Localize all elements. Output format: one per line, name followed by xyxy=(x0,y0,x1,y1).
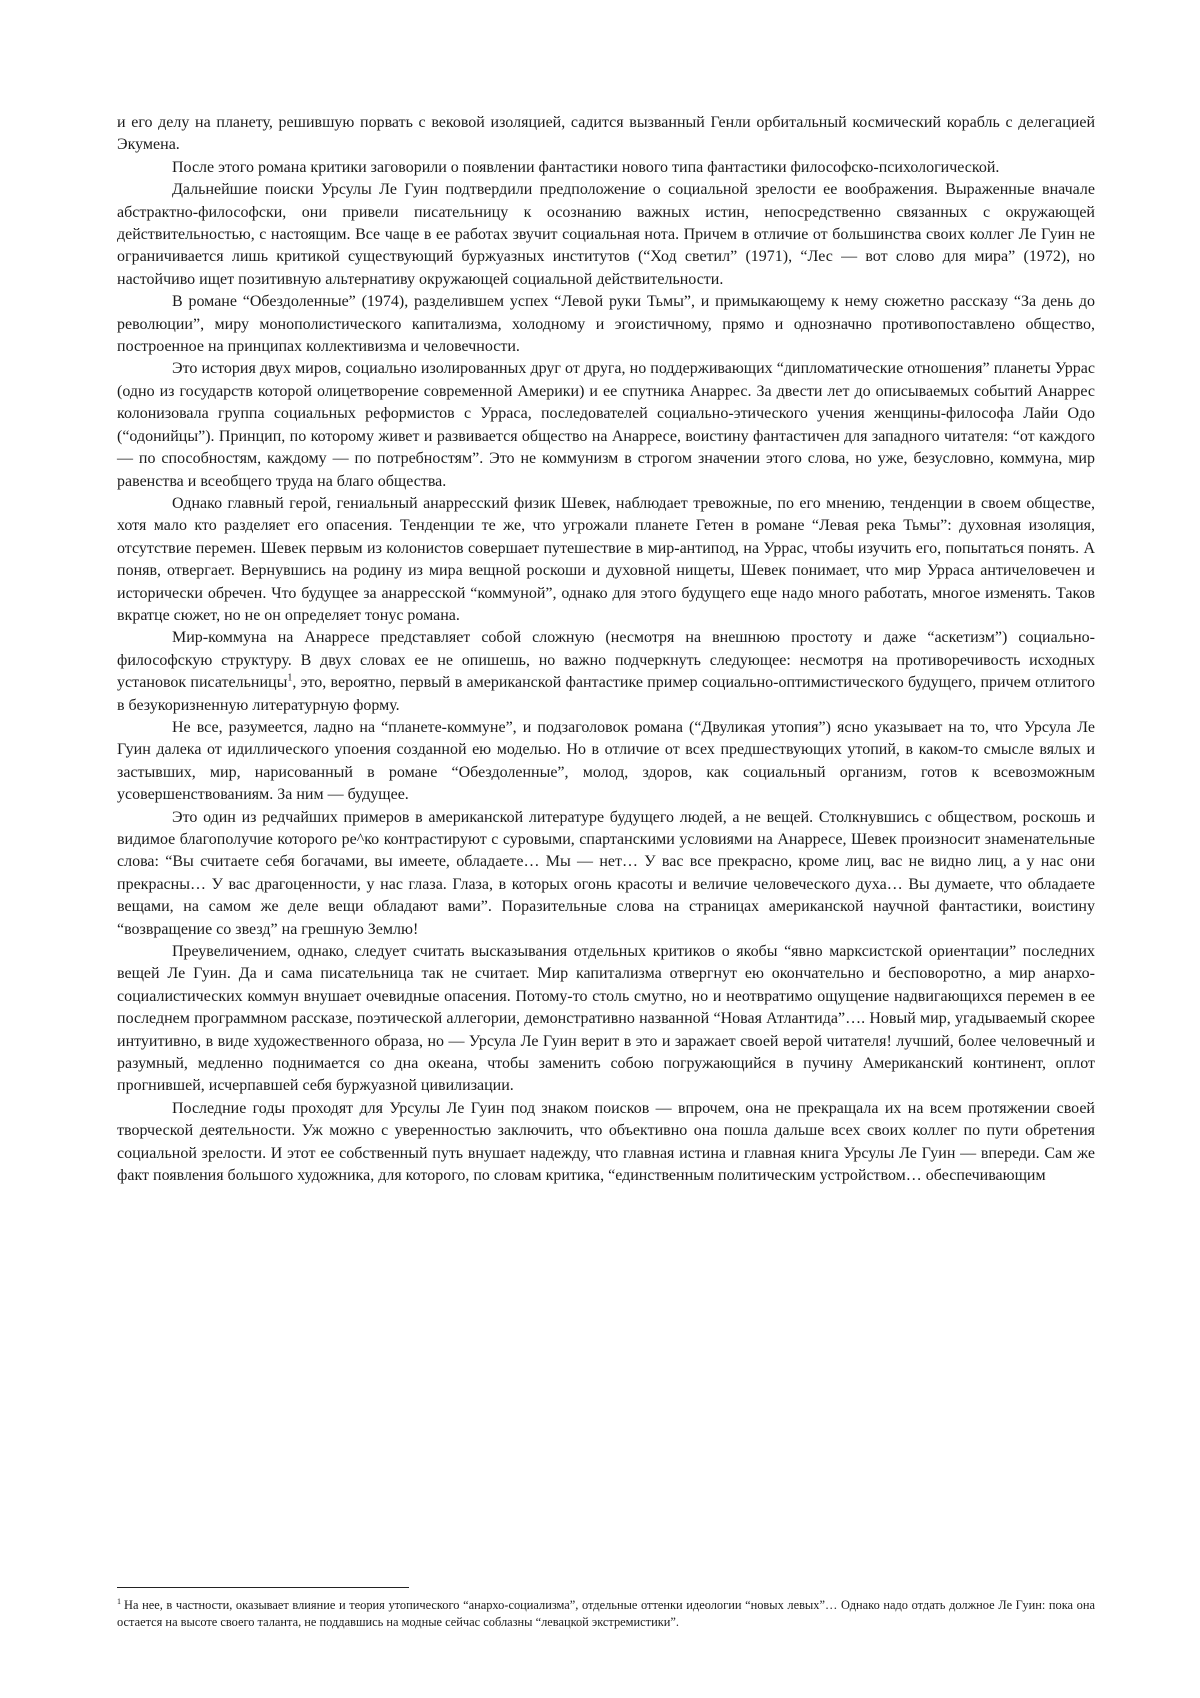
document-body xyxy=(117,112,1095,1188)
footnote-text: На нее, в частности, оказывает влияние и теория утопического “анархо-социализма”, отдельные оттенки идеологии “новых левых”… Однако надо отдать должное Ле Гуин: пока она остается на высоте своего таланта, не поддавшись на модные сейчас соблазны “левацкой экстремистики”. xyxy=(117,1598,1095,1629)
paragraph: Однако главный герой, гениальный анарресский физик Шевек, наблюдает тревожные, по его мнению, тенденции в своем обществе, хотя мало кто разделяет его опасения. Тенденции те же, что угрожали планете Гетен в романе “Левая река Тьмы”: духовная изоляция, отсутствие перемен. Шевек первым из колонистов совершает путешествие в мир-антипод, на Уррас, чтобы изучить его, попытаться понять. А поняв, отвергает. Вернувшись на родину из мира вещной роскоши и духовной нищеты, Шевек понимает, что мир Урраса античеловечен и исторически обречен. Что будущее за анарресской “коммуной”, однако для этого будущего еще надо много работать, многое изменять. Таков вкратце сюжет, но не он определяет тонус романа. xyxy=(117,494,1095,624)
paragraph: Это история двух миров, социально изолированных друг от друга, но поддерживающих “дипломатические отношения” планеты Уррас (одно из государств которой олицетворение современной Америки) и ее спутника Анаррес. За двести лет до описываемых событий Анаррес колонизовала группа социальных реформистов с Урраса, последователей социально-этического учения женщины-философа Лайи Одо (“одонийцы”). Принцип, по которому живет и развивается общество на Анарресе, воистину фантастичен для западного читателя: “от каждого — по способностям, каждому — по потребностям”. Это не коммунизм в строгом значении этого слова, но уже, безусловно, коммуна, мир равенства и всеобщего труда на благо общества. xyxy=(117,360,1095,490)
footnote xyxy=(117,1597,1095,1631)
paragraph: Последние годы проходят для Урсулы Ле Гуин под знаком поисков — впрочем, она не прекращала их на всем протяжении своей творческой деятельности. Уж можно с уверенностью заключить, что объективно она пошла дальше всех своих коллег по пути обретения социальной зрелости. И этот ее собственный путь внушает надежду, что главная истина и главная книга Урсулы Ле Гуин — впереди. Сам же факт появления большого художника, для которого, по словам критика, “единственным политическим устройством… обеспечивающим xyxy=(117,1099,1095,1185)
paragraph: Это один из редчайших примеров в американской литературе будущего людей, а не вещей. Столкнувшись с обществом, роскошь и видимое благополучие которого ре^ко контрастируют с суровыми, спартанскими условиями на Анарресе, Шевек произносит знаменательные слова: “Вы считаете себя богачами, вы имеете, обладаете… Мы — нет… У вас все прекрасно, кроме лиц, вас не видно лиц, а у нас они прекрасны… У вас драгоценности, у нас глаза. Глаза, в которых огонь красоты и величие человеческого духа… Вы думаете, что обладаете вещами, на самом же деле вещи обладают вами”. Поразительные слова на страницах американской научной фантастики, воистину “возвращение со звезд” на грешную Землю! xyxy=(117,808,1095,938)
paragraph: Не все, разумеется, ладно на “планете-коммуне”, и подзаголовок романа (“Двуликая утопия”) ясно указывает на то, что Урсула Ле Гуин далека от идиллического упоения созданной ею моделью. Но в отличие от всех предшествующих утопий, в каком-то смысле вялых и застывших, мир, нарисованный в романе “Обездоленные”, молод, здоров, как социальный организм, готов к всевозможным усовершенствованиям. За ним — будущее. xyxy=(117,718,1095,804)
paragraph: В романе “Обездоленные” (1974), разделившем успех “Левой руки Тьмы”, и примыкающему к нему сюжетно рассказу “За день до революции”, миру монополистического капитализма, холодному и эгоистичному, прямо и однозначно противопоставлено общество, построенное на принципах коллективизма и человечности. xyxy=(117,293,1095,356)
paragraph: После этого романа критики заговорили о появлении фантастики нового типа фантастики философско-психологической. xyxy=(172,158,1000,176)
paragraph-with-footnote xyxy=(117,627,1095,717)
footnote-mark: 1 xyxy=(117,1596,121,1606)
paragraph: Преувеличением, однако, следует считать высказывания отдельных критиков о якобы “явно марксистской ориентации” последних вещей Ле Гуин. Да и сама писательница так не считает. Мир капитализма отвергнут ею окончательно и бесповоротно, а мир анархо-социалистических коммун внушает очевидные опасения. Потому-то столь смутно, но и неотвратимо ощущение надвигающихся перемен в ее последнем программном рассказе, поэтической аллегории, демонстративно названной “Новая Атлантида”…. Новый мир, угадываемый скорее интуитивно, в виде художественного образа, но — Урсула Ле Гуин верит в это и заражает своей верой читателя! лучший, более человечный и разумный, медленно поднимается со дна океана, чтобы заменить собою погружающийся в пучину Американский континент, оплот прогнившей, исчерпавшей себя буржуазной цивилизации. xyxy=(117,943,1095,1095)
paragraph: и его делу на планету, решившую порвать с вековой изоляцией, садится вызванный Генли орбитальный космический корабль с делегацией Экумена. xyxy=(117,114,1095,154)
footnote-reference[interactable]: 1 xyxy=(287,672,293,684)
paragraph-text-continued: , это, вероятно, первый в американской фантастике пример социально-оптимистического будущего, причем отлитого в безукоризненную литературную форму. xyxy=(117,674,1096,714)
paragraph-text: Мир-коммуна на Анарресе представляет собой сложную (несмотря на внешнюю простоту и даже “аскетизм”) социально-философскую структуру. В двух словах ее не опишешь, но важно подчеркнуть следующее: несмотря на противоречивость исходных установок писательницы xyxy=(117,629,1095,692)
footnote-divider xyxy=(117,1587,409,1588)
paragraph: Дальнейшие поиски Урсулы Ле Гуин подтвердили предположение о социальной зрелости ее воображения. Выраженные вначале абстрактно-философски, они привели писательницу к осознанию важных истин, непосредственно связанных с окружающей действительностью, с настоящим. Все чаще в ее работах звучит социальная нота. Причем в отличие от большинства своих коллег Ле Гуин не ограничивается лишь критикой существующий буржуазных институтов (“Ход светил” (1971), “Лес — вот слово для мира” (1972), но настойчиво ищет позитивную альтернативу окружающей социальной действительности. xyxy=(117,181,1095,288)
